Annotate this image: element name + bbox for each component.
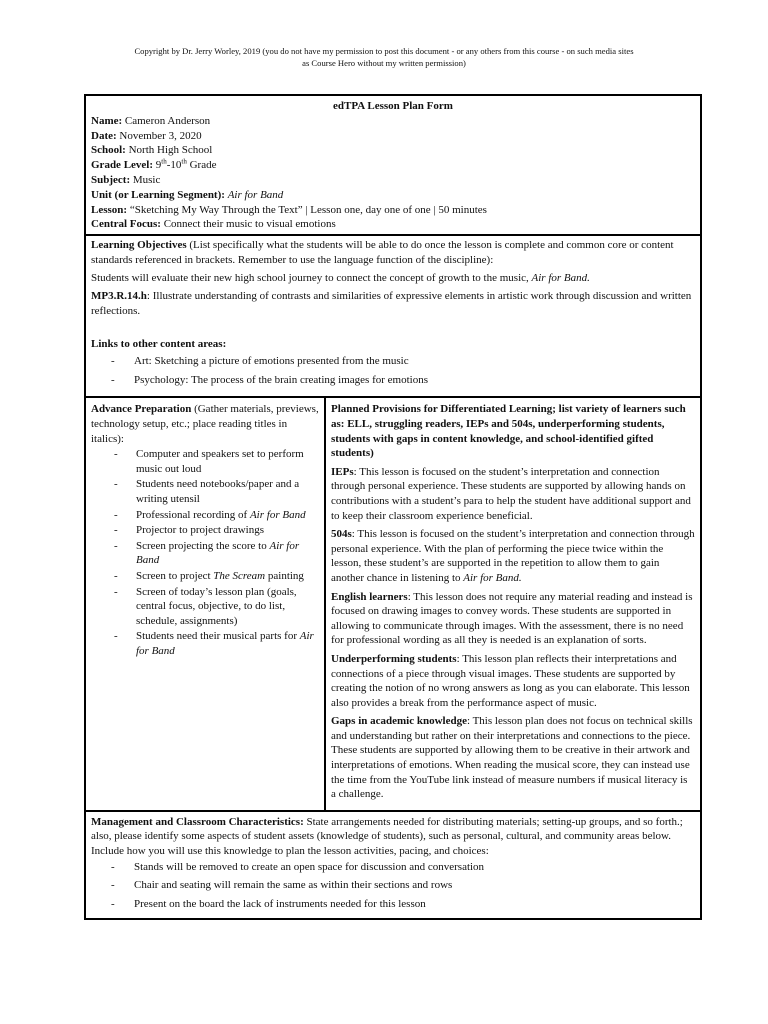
links-list <box>91 354 695 388</box>
provisions-heading: Planned Provisions for Differentiated Learning; list variety of learners such as: ELL, struggling readers, IEPs and 504s, underperforming students, students with gaps in content knowledge, and school-identified gifted students) <box>331 403 686 460</box>
list-item: - Computer and speakers set to perform music out loud <box>91 447 320 476</box>
subject-row: Subject: Music <box>91 173 161 186</box>
unit-value: Air for Band <box>227 188 284 201</box>
advance-preparation-list <box>91 447 320 658</box>
provision-504s: 504s: This lesson is focused on the student’s interpretation and connection through personal experience. With the plan of performing the piece twice within the lesson, these student’s are supported in the repetition to allow them to gain another chance in listening to Air for Band. <box>331 528 695 584</box>
provision-english-learners: English learners: This lesson does not require any material reading and instead is focused on drawing images to convey words. These students are supported in allowing to communicate through images. With the assessment, there is no need for professional wording as all they is needed is an explanation of sorts. <box>331 590 693 647</box>
school-row: School: North High School <box>91 144 213 157</box>
advance-preparation-heading: Advance Preparation (Gather materials, previews, technology setup, etc.; place reading titles in italics): <box>91 403 319 445</box>
copyright-notice <box>60 45 708 69</box>
preparation-provisions-section <box>86 396 700 809</box>
management-section <box>86 810 700 918</box>
name-row: Name: Cameron Anderson <box>91 114 211 127</box>
links-label: Links to other content areas: <box>91 338 227 351</box>
list-item: - Present on the board the lack of instruments needed for this lesson <box>91 897 695 911</box>
standard-reference: MP3.R.14.h: Illustrate understanding of contrasts and similarities of expressive elements in artistic work through discussion and written reflections. <box>91 290 692 317</box>
date-value: November 3, 2020 <box>119 129 202 142</box>
list-item: - Chair and seating will remain the same as within their sections and rows <box>91 878 695 892</box>
form-title: edTPA Lesson Plan Form <box>333 100 453 112</box>
lesson-plan-form <box>84 94 702 920</box>
management-list <box>91 860 695 911</box>
provision-underperforming: Underperforming students: This lesson plan reflects their interpretations and connections of a piece through visual images. These students are supported by creating the notion of no wrong answers as long as you can elaborate. This lesson also provides a break from the performance aspect of music. <box>331 652 690 709</box>
list-item: - Screen of today’s lesson plan (goals, central focus, objective, to do list, schedule, assignments) <box>91 585 320 629</box>
list-item: - Projector to project drawings <box>91 523 320 538</box>
list-item: - Stands will be removed to create an open space for discussion and conversation <box>91 860 695 874</box>
unit-row: Unit (or Learning Segment): Air for Band <box>91 188 284 201</box>
list-item: - Professional recording of Air for Band <box>91 508 320 523</box>
copyright-line-1: Copyright by Dr. Jerry Worley, 2019 (you do not have my permission to post this document - or any others from this course - on such media sites <box>134 46 634 56</box>
list-item: - Students need notebooks/paper and a writing utensil <box>91 477 320 506</box>
lesson-row: Lesson: “Sketching My Way Through the Text” | Lesson one, day one of one | 50 minutes <box>91 203 487 216</box>
advance-preparation-column <box>86 398 326 809</box>
provision-gaps-knowledge: Gaps in academic knowledge: This lesson plan does not focus on technical skills and understanding but rather on their interpretations and connections to the piece. These students are supported by allowing them to be creative in their artwork and interpretations of emotions. When reading the musical score, they can instead use the time from the YouTube link instead of measure numbers if musical literacy is a challenge. <box>331 715 693 801</box>
list-item: - Students need their musical parts for Air for Band <box>91 629 320 658</box>
central-focus-row: Central Focus: Connect their music to visual emotions <box>91 218 336 231</box>
lesson-value: “Sketching My Way Through the Text” | Lesson one, day one of one | 50 minutes <box>129 203 487 216</box>
subject-value: Music <box>132 173 161 186</box>
objective-statement: Students will evaluate their new high school journey to connect the concept of growth to the music, Air for Band. <box>91 271 590 284</box>
name-value: Cameron Anderson <box>124 114 211 127</box>
header-section <box>86 96 700 234</box>
list-item: - Psychology: The process of the brain creating images for emotions <box>91 373 695 387</box>
list-item: - Screen projecting the score to Air for Band <box>91 539 320 568</box>
grade-value: 9th-10th Grade <box>155 157 217 172</box>
management-instructions: Management and Classroom Characteristics: State arrangements needed for distributing materials; setting-up groups, and so forth.; also, please identify some aspects of student assets (knowledge of students), such as personal, cultural, and community areas below. Include how you will use this knowledge to plan the lesson activities, pacing, and choices: <box>91 815 683 857</box>
list-item: - Screen to project The Scream painting <box>91 569 320 584</box>
copyright-line-2: as Course Hero without my written permission) <box>302 58 466 68</box>
differentiated-learning-column <box>326 398 700 809</box>
central-focus-value: Connect their music to visual emotions <box>163 218 336 231</box>
list-item: - Art: Sketching a picture of emotions presented from the music <box>91 354 695 368</box>
grade-row: Grade Level: 9th-10th Grade <box>91 157 217 172</box>
learning-objectives-section <box>86 234 700 396</box>
date-row: Date: November 3, 2020 <box>91 129 202 142</box>
objectives-instructions: Learning Objectives (List specifically what the students will be able to do once the lesson is complete and common core or content standards referenced in brackets. Remember to use the language function of the discipline): <box>91 239 674 266</box>
school-value: North High School <box>128 144 213 157</box>
provision-ieps: IEPs: This lesson is focused on the student’s interpretation and connection through personal experience. These students are supported by allowing hands on contributions with a student’s para to help the student have additional support and to keep their classroom experience beneficial. <box>331 465 691 522</box>
